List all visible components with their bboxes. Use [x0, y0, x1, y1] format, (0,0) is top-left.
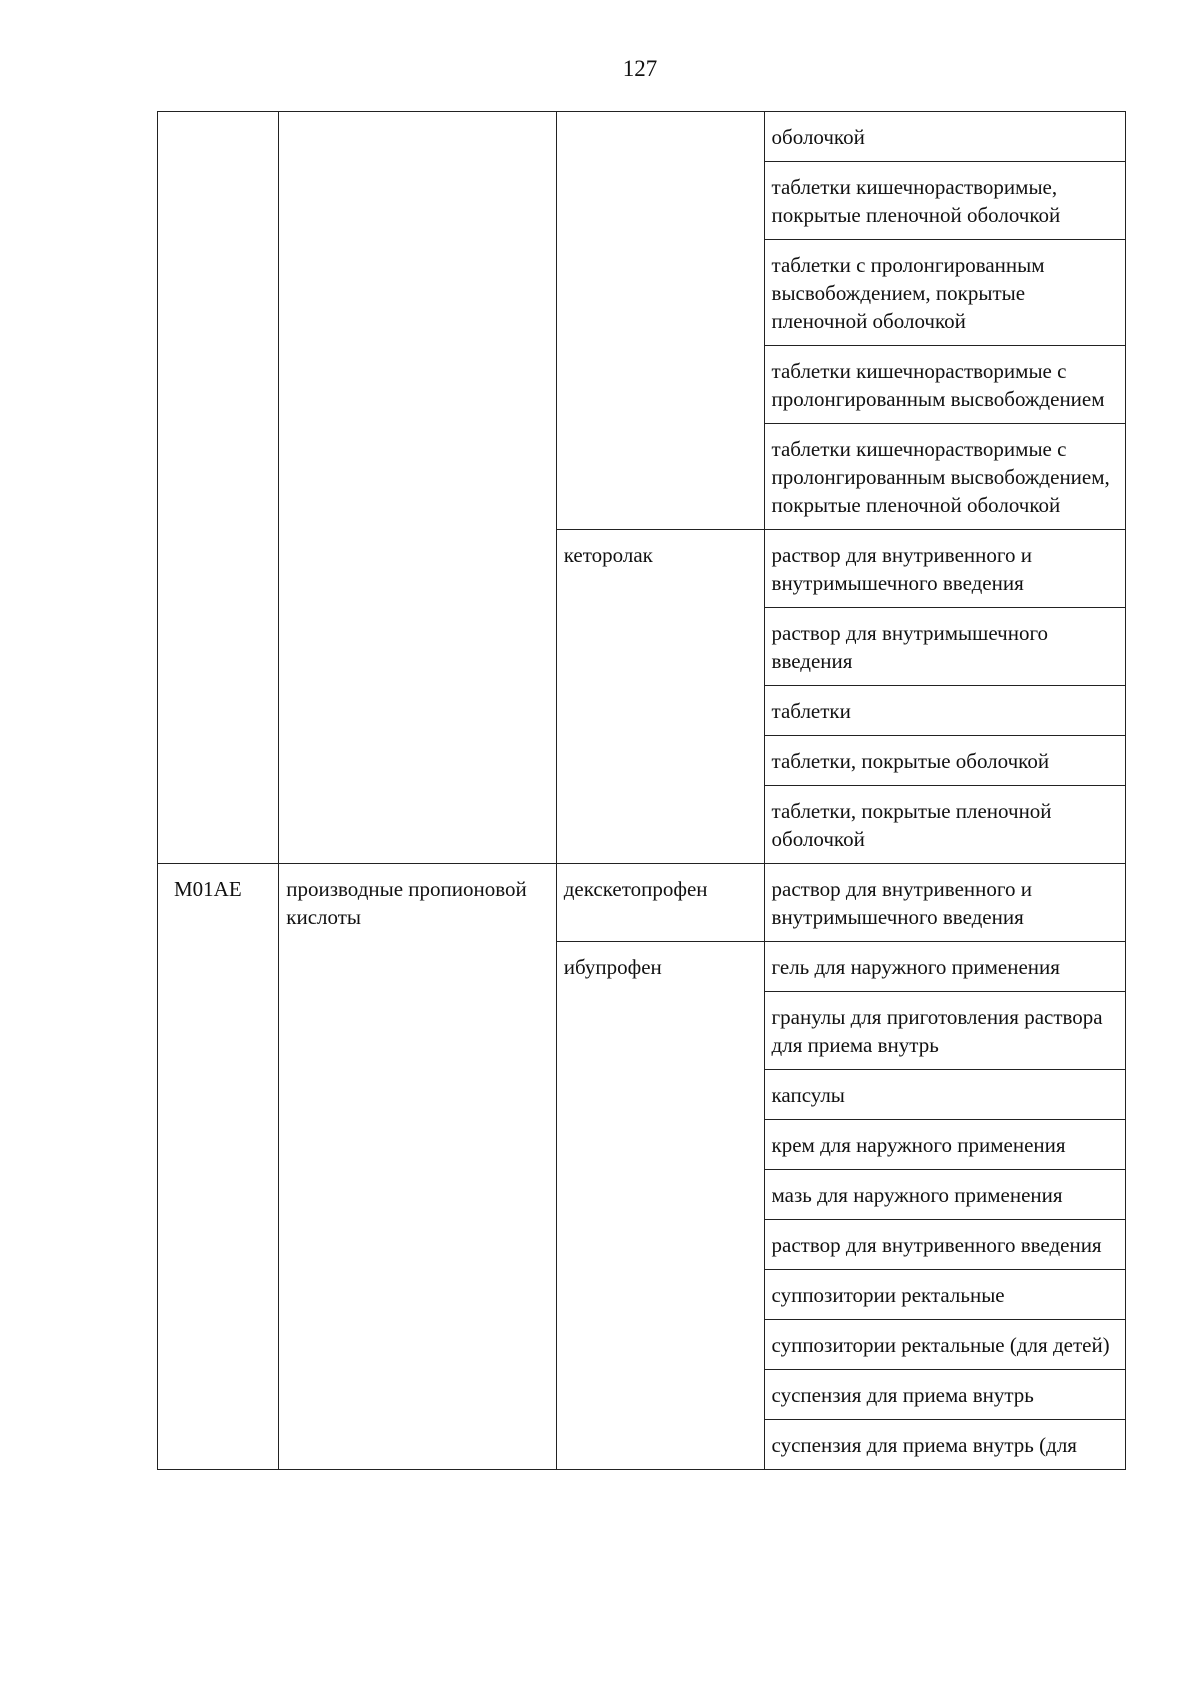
drug-table	[157, 111, 1126, 1470]
form-cell: гранулы для приготовления раствора для приема внутрь	[764, 992, 1125, 1070]
form-cell: раствор для внутримышечного введения	[764, 608, 1125, 686]
form-cell: гель для наружного применения	[764, 942, 1125, 992]
form-cell: суспензия для приема внутрь (для	[764, 1420, 1125, 1470]
form-cell: суппозитории ректальные	[764, 1270, 1125, 1320]
form-cell: суспензия для приема внутрь	[764, 1370, 1125, 1420]
group-cell	[279, 112, 556, 864]
page-number: 127	[622, 56, 658, 81]
drug-cell-ibuprofen: ибупрофен	[556, 942, 764, 1470]
form-cell: таблетки кишечнорастворимые, покрытые пленочной оболочкой	[764, 162, 1125, 240]
form-cell: суппозитории ректальные (для детей)	[764, 1320, 1125, 1370]
form-cell: таблетки кишечнорастворимые с пролонгированным высвобождением	[764, 346, 1125, 424]
form-cell: раствор для внутривенного и внутримышечного введения	[764, 530, 1125, 608]
drug-cell-dexketoprofen: декскетопрофен	[556, 864, 764, 942]
form-cell: таблетки, покрытые оболочкой	[764, 736, 1125, 786]
form-cell: раствор для внутривенного введения	[764, 1220, 1125, 1270]
form-cell: крем для наружного применения	[764, 1120, 1125, 1170]
atc-code-cell: M01AE	[158, 864, 279, 1470]
form-cell: таблетки	[764, 686, 1125, 736]
group-cell: производные пропионовой кислоты	[279, 864, 556, 1470]
form-cell: таблетки с пролонгированным высвобождением, покрытые пленочной оболочкой	[764, 240, 1125, 346]
table-row	[158, 864, 1126, 942]
form-cell: раствор для внутривенного и внутримышечного введения	[764, 864, 1125, 942]
table-row	[158, 112, 1126, 162]
form-cell: таблетки, покрытые пленочной оболочкой	[764, 786, 1125, 864]
form-cell: таблетки кишечнорастворимые с пролонгированным высвобождением, покрытые пленочной оболочкой	[764, 424, 1125, 530]
form-cell: мазь для наружного применения	[764, 1170, 1125, 1220]
form-cell: капсулы	[764, 1070, 1125, 1120]
atc-code-cell	[158, 112, 279, 864]
drug-cell	[556, 112, 764, 530]
form-cell: оболочкой	[764, 112, 1125, 162]
drug-cell-ketorolac: кеторолак	[556, 530, 764, 864]
